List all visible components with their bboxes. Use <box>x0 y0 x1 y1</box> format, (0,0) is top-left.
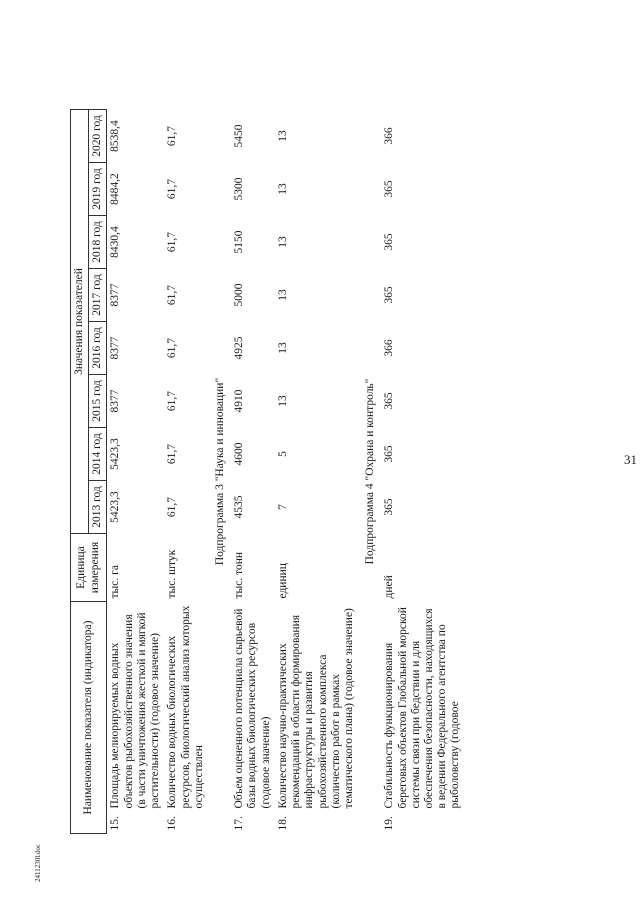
value-cell: 365 <box>383 392 396 410</box>
indicator-name: Стабильность функционирования береговых объектов Глобальной морской системы связи при бедствии и для обеспечения безопасности, находящихся в ведении Федерального агентства по рыболовству (годовое <box>383 607 462 809</box>
value-cell: 61,7 <box>166 231 179 253</box>
header-year: 2020 год <box>89 110 107 163</box>
value-cell: 4535 <box>233 495 246 519</box>
value-cell: 5 <box>276 451 289 457</box>
value-cell: 365 <box>383 286 396 304</box>
value-cell: 4925 <box>233 336 246 360</box>
value-cell: 61,7 <box>166 390 179 412</box>
indicator-name: Количество водных биологических ресурсов, биологический анализ которых осуществлен <box>166 605 205 809</box>
row-number: 19. <box>383 816 396 831</box>
table-row <box>275 110 358 834</box>
value-cell: 365 <box>383 445 396 463</box>
value-cell: 5450 <box>233 124 246 148</box>
value-cell: 13 <box>276 395 289 407</box>
value-cell: 61,7 <box>166 337 179 359</box>
table-row <box>231 110 275 834</box>
value-cell: 61,7 <box>166 178 179 200</box>
value-cell: 4600 <box>233 442 246 466</box>
subprogram-row <box>208 110 231 834</box>
subprogram-row <box>358 110 381 834</box>
value-cell: 8484,2 <box>109 173 122 205</box>
subprogram-title: Подпрограмма 4 "Охрана и контроль" <box>364 378 377 565</box>
value-cell: 13 <box>276 342 289 354</box>
value-cell: 8430,4 <box>109 226 122 258</box>
subprogram-title: Подпрограмма 3 "Наука и инновации" <box>213 377 226 566</box>
value-cell: 61,7 <box>166 496 179 518</box>
header-year: 2014 год <box>89 428 107 481</box>
page-number: 31 <box>624 452 637 467</box>
row-number: 17. <box>233 816 246 831</box>
document-code: 2411230l.doc <box>34 843 42 882</box>
header-values-group: Значения показателей <box>71 110 89 534</box>
value-cell: 365 <box>383 180 396 198</box>
value-cell: 5300 <box>233 177 246 201</box>
value-cell: 5000 <box>233 283 246 307</box>
unit-cell: тыс. га <box>109 565 122 599</box>
value-cell: 61,7 <box>166 284 179 306</box>
unit-cell: единиц <box>276 563 289 599</box>
value-cell: 61,7 <box>166 443 179 465</box>
header-year: 2016 год <box>89 322 107 375</box>
indicator-name: Площадь мелиорируемых водных объектов рыбохозяйственного значения (в части уничтожения жесткой и мягкой растительности) (годовое значение) <box>109 612 162 809</box>
value-cell: 5423,3 <box>109 491 122 523</box>
value-cell: 366 <box>383 127 396 145</box>
header-year: 2018 год <box>89 216 107 269</box>
header-year: 2019 год <box>89 163 107 216</box>
value-cell: 8377 <box>109 283 122 307</box>
value-cell: 13 <box>276 236 289 248</box>
value-cell: 7 <box>276 504 289 510</box>
header-year: 2015 год <box>89 375 107 428</box>
value-cell: 365 <box>383 233 396 251</box>
unit-cell: тыс. тонн <box>233 551 246 599</box>
row-number: 18. <box>276 816 289 831</box>
value-cell: 8377 <box>109 389 122 413</box>
value-cell: 365 <box>383 498 396 516</box>
value-cell: 61,7 <box>166 125 179 147</box>
header-year: 2017 год <box>89 269 107 322</box>
indicators-table <box>70 109 465 834</box>
value-cell: 4910 <box>233 389 246 413</box>
table-row <box>164 110 208 834</box>
value-cell: 8377 <box>109 336 122 360</box>
rotated-page <box>32 32 637 882</box>
value-cell: 5423,3 <box>109 438 122 470</box>
value-cell: 13 <box>276 289 289 301</box>
indicator-name: Количество научно-практических рекомендаций в области формирования инфраструктуры и развития рыбохозяйственного комплекса (количество работ в рамках тематического плана) (годовое значение) <box>276 608 355 809</box>
unit-cell: дней <box>383 575 396 599</box>
unit-cell: тыс. штук <box>166 549 179 599</box>
value-cell: 13 <box>276 130 289 142</box>
value-cell: 13 <box>276 183 289 195</box>
value-cell: 8538,4 <box>109 120 122 152</box>
value-cell: 5150 <box>233 230 246 254</box>
header-unit: Единица измерения <box>71 534 107 602</box>
value-cell: 366 <box>383 339 396 357</box>
row-number: 15. <box>109 816 122 831</box>
table-row <box>381 110 464 834</box>
header-name: Наименование показателя (индикатора) <box>71 602 107 834</box>
indicator-name: Объем оцененного потенциала сырьевой базы водных биологических ресурсов (годовое значение) <box>233 608 272 809</box>
table-row <box>107 110 164 834</box>
row-number: 16. <box>166 816 179 831</box>
header-year: 2013 год <box>89 481 107 534</box>
